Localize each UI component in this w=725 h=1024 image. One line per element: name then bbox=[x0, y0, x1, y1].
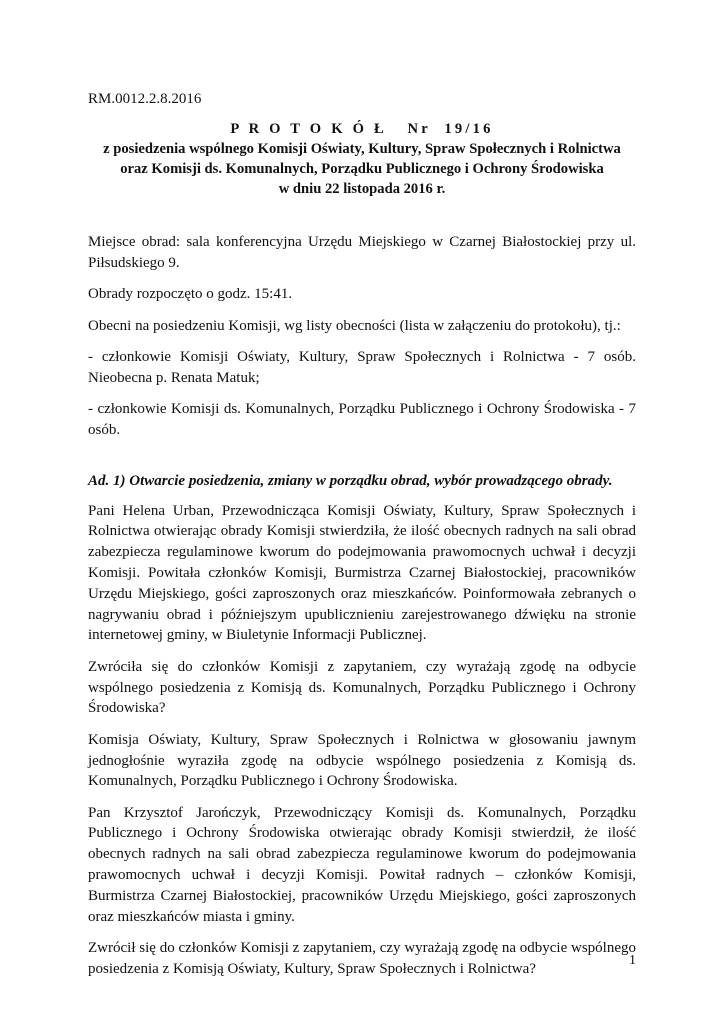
document-body bbox=[88, 232, 636, 990]
protocol-title: P R O T O K Ó Ł Nr 19/16 bbox=[230, 121, 494, 137]
paragraph-meeting-place: Miejsce obrad: sala konferencyjna Urzędu Miejskiego w Czarnej Białostockiej przy ul. Piłsudskiego 9. bbox=[88, 234, 636, 271]
paragraph-attendance: Obecni na posiedzeniu Komisji, wg listy obecności (lista w załączeniu do protokołu), tj.: bbox=[88, 317, 621, 334]
subtitle-line-2: oraz Komisji ds. Komunalnych, Porządku Publicznego i Ochrony Środowiska bbox=[120, 161, 604, 177]
page-number: 1 bbox=[629, 953, 636, 968]
paragraph-members-education: - członkowie Komisji Oświaty, Kultury, Spraw Społecznych i Rolnictwa - 7 osób. Nieobecna p. Renata Matuk; bbox=[88, 348, 636, 386]
subtitle-line-1: z posiedzenia wspólnego Komisji Oświaty, Kultury, Spraw Społecznych i Rolnictwa bbox=[103, 141, 621, 157]
paragraph-start-time: Obrady rozpoczęto o godz. 15:41. bbox=[88, 286, 293, 303]
subtitle-line-3: w dniu 22 listopada 2016 r. bbox=[278, 181, 446, 197]
paragraph-members-communal: - członkowie Komisji ds. Komunalnych, Porządku Publicznego i Ochrony Środowiska - 7 osób. bbox=[88, 401, 636, 438]
document-reference: RM.0012.2.8.2016 bbox=[88, 91, 202, 107]
paragraph-urban-opening: Pani Helena Urban, Przewodnicząca Komisji Oświaty, Kultury, Spraw Społecznych i Rolnictwa otwierając obrady Komisji stwierdziła, że ilość obecnych radnych na sali obrad zabezpiecza regulaminowe kworum do podejmowania prawomocnych uchwał i decyzji Komisji. Powitała członków Komisji, Burmistrza Czarnej Białostockiej, pracowników Urzędu Miejskiego, gości zaproszonych oraz mieszkańców. Poinformowała zebranych o nagrywaniu obrad i późniejszym upublicznieniu zarejestrowanego dźwięku na stronie internetowej gminy, w Biuletynie Informacji Publicznej. bbox=[88, 502, 636, 644]
paragraph-jaronczyk-opening: Pan Krzysztof Jarończyk, Przewodniczący Komisji ds. Komunalnych, Porządku Publicznego i Ochrony Środowiska otwierając obrady Komisji stwierdził, że ilość obecnych radnych na sali obrad zabezpiecza regulaminowe kworum do podejmowania prawomocnych uchwał i decyzji Komisji. Powitał radnych – członków Komisji, Burmistrza Czarnej Białostockiej, pracowników Urzędu Miejskiego, gości zaproszonych oraz mieszkańców miasta i gminy. bbox=[88, 804, 636, 925]
paragraph-urban-question: Zwróciła się do członków Komisji z zapytaniem, czy wyrażają zgodę na odbycie wspólnego posiedzenia z Komisją ds. Komunalnych, Porządku Publicznego i Ochrony Środowiska? bbox=[88, 658, 636, 717]
agenda-item-heading: Ad. 1) Otwarcie posiedzenia, zmiany w porządku obrad, wybór prowadzącego obrady. bbox=[88, 472, 613, 489]
document-header bbox=[88, 119, 636, 199]
paragraph-vote-result: Komisja Oświaty, Kultury, Spraw Społecznych i Rolnictwa w głosowaniu jawnym jednogłośnie wyraziła zgodę na odbycie wspólnego posiedzenia z Komisją ds. Komunalnych, Porządku Publicznego i Ochrony Środowiska. bbox=[88, 731, 636, 790]
paragraph-jaronczyk-question: Zwrócił się do członków Komisji z zapytaniem, czy wyrażają zgodę na odbycie wspólnego posiedzenia z Komisją Oświaty, Kultury, Spraw Społecznych i Rolnictwa? bbox=[88, 940, 636, 977]
